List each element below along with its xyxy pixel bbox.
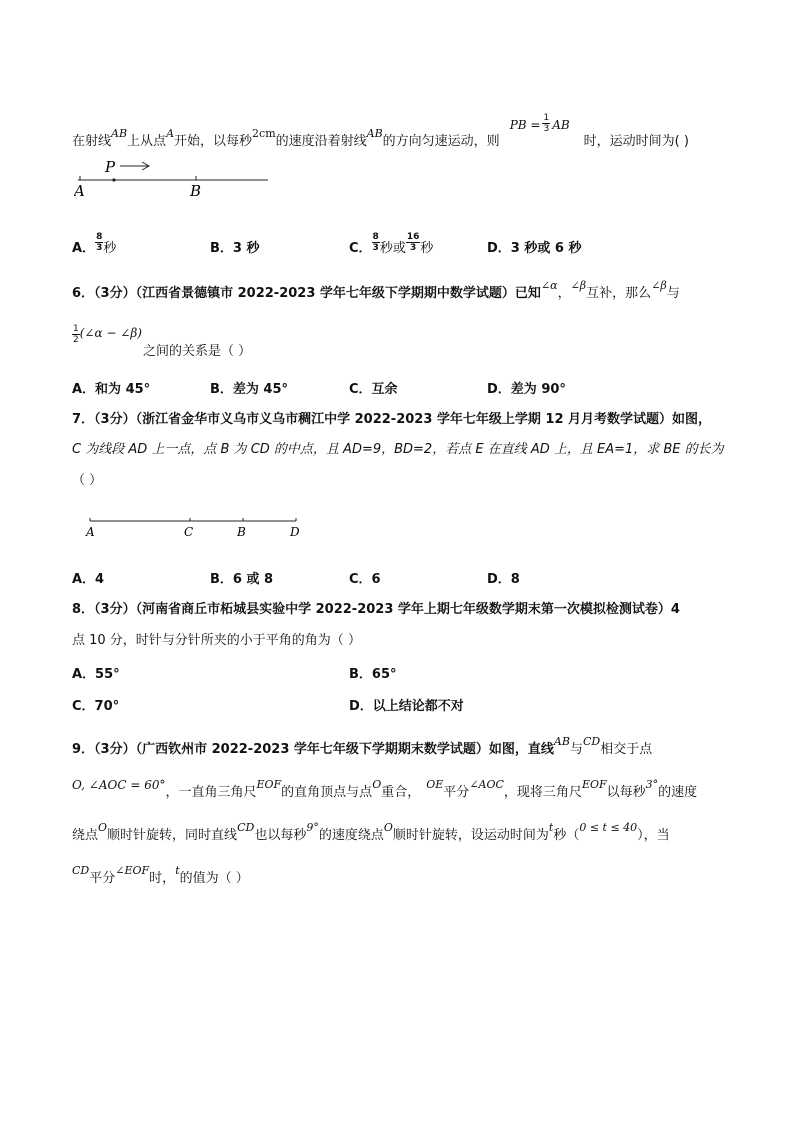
q9-math-cd: CD [72,864,90,877]
q5-label-a: A [74,182,85,200]
frac-num: 8 [372,232,379,242]
frac-den: 3 [96,243,103,253]
q8-stem-1: 8．（3分）（河南省商丘市柘城县实验中学 2022-2023 学年上期七年级数学期末第一次模拟检测试卷）4 [72,602,680,617]
q7-option-d[interactable]: D．8 [487,572,520,587]
q6-stem [72,279,680,303]
q6-option-b[interactable]: B．差为 45° [210,382,289,397]
q6-math-beta: ∠β [570,279,587,292]
q9-text: 顺时针旋转，设运动时间为 [392,828,549,843]
q5-stem [72,113,689,152]
q9-text: 顺时针旋转，同时直线 [107,828,238,843]
q9-text: 9．（3分）（广西钦州市 2022-2023 学年七年级下学期期末数学试题）如图，直线 [72,742,554,757]
q5-text: 的速度沿着射线 [275,134,367,149]
q7-label-c: C [184,525,194,539]
q9-math-o: O [372,778,382,791]
q7-stem-1: 7．（3分）（浙江省金华市义乌市义乌市稠江中学 2022-2023 学年七年级上学期 12 月月考数学试题）如图， [72,412,712,427]
q7-option-c[interactable]: C．6 [349,572,381,587]
frac-den: 3 [409,243,417,253]
q9-text: 与 [569,742,583,757]
q5-text: 开始，以每秒 [174,134,253,149]
q6-math-alpha: ∠α [540,279,558,292]
q9-text: 秒（ [553,828,580,843]
q9-math-deg: 9° [306,821,319,834]
q6-math-beta: ∠β [651,279,667,292]
q6-option-d[interactable]: D．差为 90° [487,382,566,397]
q9-text: 的速度 [658,785,698,800]
option-unit: 秒 [420,241,434,256]
q8-stem-2: 点 10 分，时针与分针所夹的小于平角的角为（ ） [72,633,361,648]
q5-math-ab: AB [366,127,383,140]
frac-den: 3 [372,243,379,253]
q6-expression [72,324,142,351]
q9-math-cd: CD [237,821,255,834]
q9-math-aoc: ∠AOC [469,778,504,791]
q5-option-b[interactable]: B．3 秒 [210,241,260,256]
q6-stem-2 [143,343,251,361]
q5-speed: 2cm [252,127,276,140]
q5-math-ab: AB [111,127,128,140]
q5-math-a: A [166,127,175,140]
q5-figure [74,156,274,202]
option-label: A． [72,241,96,256]
q9-math-eof: EOF [581,778,607,791]
q9-math-eof: EOF [256,778,282,791]
q7-stem-2: C 为线段 AD 上一点，点 B 为 CD 的中点，且 AD=9，BD=2，若点 E 在直线 AD 上，且 EA=1，求 BE 的长为 [72,442,724,457]
q5-text: 在射线 [72,134,112,149]
q9-text: 的速度绕点 [318,828,384,843]
q6-fraction [72,324,80,345]
q5-math-ab: AB [552,118,570,132]
q9-text: 平分 [443,785,470,800]
q9-text: ），当 [637,828,670,843]
q9-stem-3 [72,821,670,845]
q6-text: ， [557,286,571,301]
q7-option-b[interactable]: B．6 或 8 [210,572,274,587]
q9-math-o: O [383,821,393,834]
q9-text: ，现将三角尺 [503,785,582,800]
q9-math-t: t [548,821,554,834]
frac-den: 3 [543,124,550,134]
q5-option-d[interactable]: D．3 秒或 6 秒 [487,241,582,256]
q5-text: 时，运动时间为( ) [583,134,689,149]
q9-math-t: t [175,864,180,877]
q7-stem-3: （ ） [72,473,103,488]
q9-math-angle: O, ∠AOC = 60° [72,778,166,792]
option-text: 秒或 [379,241,406,256]
q9-math-ab: AB [553,735,570,748]
q9-text: 的直角顶点与点 [281,785,373,800]
q5-option-a[interactable] [72,232,117,259]
option-label: C． [349,241,372,256]
q6-option-a[interactable]: A．和为 45° [72,382,151,397]
q9-text: 的值为（ ） [179,871,249,886]
q9-text: 以每秒 [606,785,646,800]
q6-math-expr: (∠α − ∠β) [79,326,142,340]
q5-fraction [542,113,550,134]
frac-num: 16 [406,232,420,242]
q9-stem-1 [72,735,653,759]
q5-math-pb: PB = [509,118,541,132]
frac-num: 1 [73,324,79,334]
frac-den: 2 [73,335,79,345]
q7-option-a[interactable]: A．4 [72,572,105,587]
option-fraction [95,232,103,253]
q6-text: 互补，那么 [586,286,652,301]
q5-option-c[interactable] [349,232,434,259]
q7-figure [84,514,304,544]
q6-text: 之间的关系是（ ） [143,344,252,359]
q9-text: 也以每秒 [254,828,307,843]
q8-option-a[interactable]: A．55° [72,667,120,682]
q8-option-b[interactable]: B．65° [349,667,397,682]
q9-math-cd: CD [582,735,601,748]
q9-math-range: 0 ≤ t ≤ 40 [579,821,638,834]
q9-math-deg: 3° [645,778,659,791]
frac-num: 8 [96,232,103,242]
q7-label-a: A [86,525,95,539]
q9-text: 相交于点 [600,742,653,757]
q9-stem-4 [72,864,249,888]
q9-math-oe: OE [426,778,444,791]
q9-text: 时， [149,871,176,886]
frac-num: 1 [543,113,550,123]
q9-text: 重合， [381,785,421,800]
q6-text: 6．（3分）（江西省景德镇市 2022-2023 学年七年级下学期期中数学试题）已知 [72,286,541,301]
q5-label-p: P [105,158,116,176]
q7-label-b: B [237,525,246,539]
q9-math-eof: ∠EOF [115,864,150,877]
q8-option-d[interactable]: D．以上结论都不对 [349,699,464,714]
q9-text: 平分 [89,871,116,886]
q9-text: 绕点 [72,828,99,843]
option-unit: 秒 [103,241,117,256]
option-fraction [406,232,421,253]
q7-label-d: D [290,525,300,539]
q9-math-o: O [98,821,108,834]
q8-option-c[interactable]: C．70° [72,699,120,714]
q9-stem-2 [72,778,698,802]
option-fraction [372,232,380,253]
q6-option-c[interactable]: C．互余 [349,382,398,397]
q5-text: 上从点 [127,134,167,149]
q5-text: 的方向匀速运动，则 [382,134,500,149]
q6-text: 与 [666,286,680,301]
q9-text: ，一直角三角尺 [165,785,257,800]
q5-label-b: B [190,182,202,200]
